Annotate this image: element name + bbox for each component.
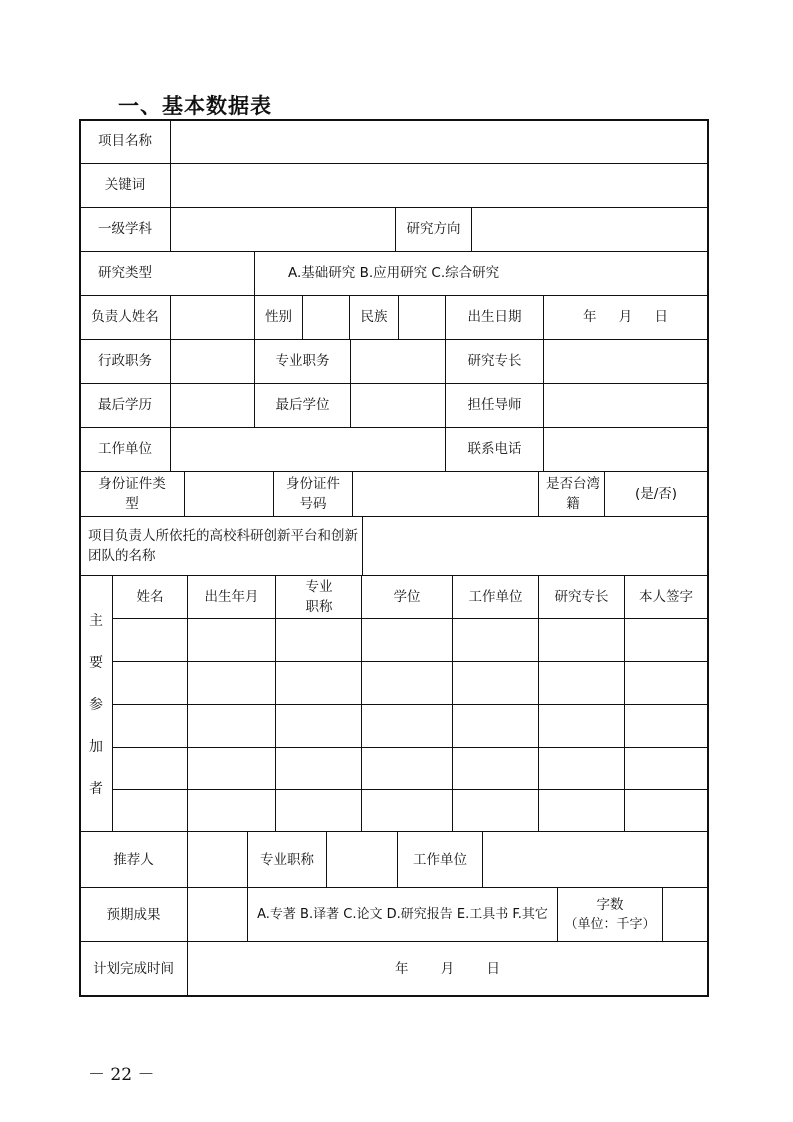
col-line — [254, 251, 255, 295]
primary-subject-field[interactable] — [171, 208, 395, 251]
id-type-label: 身份证件类型 — [98, 476, 166, 512]
recommender-label: 推荐人 — [113, 851, 154, 868]
highest-education-field[interactable] — [171, 384, 254, 427]
page-number: － 22 － — [88, 1065, 155, 1085]
id-number-label: 身份证件号码 — [286, 476, 340, 512]
completion-date-template: 年 月 日 — [394, 960, 501, 977]
recommender-title-label: 专业职称 — [260, 851, 314, 868]
project-name-field[interactable] — [171, 120, 707, 163]
taiwan-question-label: 是否台湾籍 — [546, 476, 600, 512]
professional-position-label: 专业职务 — [275, 353, 330, 369]
gender-field[interactable] — [303, 296, 349, 339]
expected-results-options: A.专著 B.译著 C.论文 D.研究报告 E.工具书 F.其它 — [257, 906, 548, 922]
research-type-field[interactable] — [171, 252, 254, 295]
recommender-field[interactable] — [188, 832, 247, 887]
platform-label: 项目负责人所依托的高校科研创新平台和创新团队的名称 — [88, 528, 358, 564]
birth-date-field[interactable] — [544, 295, 707, 339]
research-specialty-field[interactable] — [544, 340, 707, 383]
word-count-unit: （单位：千字） — [564, 916, 656, 932]
highest-education-label: 最后学历 — [98, 397, 152, 413]
leader-name-field[interactable] — [171, 296, 254, 339]
phone-label: 联系电话 — [467, 441, 522, 457]
work-unit-field[interactable] — [171, 428, 445, 471]
keywords-field[interactable] — [171, 164, 707, 207]
highest-degree-field[interactable] — [351, 384, 445, 427]
completion-date-field[interactable] — [188, 942, 707, 995]
col-line — [273, 471, 274, 516]
table-row[interactable] — [113, 619, 707, 661]
primary-subject-label: 一级学科 — [98, 221, 152, 237]
expected-results-field[interactable] — [188, 888, 247, 941]
birth-date-template: 年 月 日 — [582, 309, 669, 325]
participant-header-birth: 出生年月 — [204, 589, 259, 605]
participant-header-name: 姓名 — [136, 589, 164, 605]
expected-results-label: 预期成果 — [106, 906, 161, 923]
table-border-bottom — [79, 995, 709, 997]
word-count-label — [558, 888, 662, 941]
id-type-field[interactable] — [185, 472, 273, 516]
research-type-options-text: A.基础研究 B.应用研究 C.综合研究 — [288, 265, 500, 281]
professional-position-field[interactable] — [351, 340, 445, 383]
birth-date-label: 出生日期 — [467, 309, 522, 325]
side-char: 者 — [89, 781, 103, 797]
project-name-label: 项目名称 — [98, 133, 152, 149]
taiwan-answer-field[interactable]: (是/否) — [634, 486, 678, 502]
side-char: 加 — [89, 739, 103, 755]
research-direction-label: 研究方向 — [406, 221, 461, 237]
table-row[interactable] — [113, 662, 707, 704]
recommender-unit-field[interactable] — [483, 832, 707, 887]
col-line — [538, 471, 539, 516]
ethnicity-field[interactable] — [399, 296, 445, 339]
side-char: 要 — [89, 655, 103, 671]
page-title: 一、基本数据表 — [118, 94, 272, 118]
research-direction-field[interactable] — [472, 208, 707, 251]
word-count-field[interactable] — [663, 888, 707, 941]
participant-header-unit: 工作单位 — [468, 589, 523, 605]
table-row[interactable] — [113, 748, 707, 789]
supervisor-field[interactable] — [544, 384, 707, 427]
recommender-unit-label: 工作单位 — [413, 851, 467, 868]
participant-header-signature: 本人签字 — [639, 589, 693, 605]
participant-header-title: 专业职称 — [305, 579, 333, 615]
research-type-options — [280, 251, 700, 295]
keywords-label: 关键词 — [104, 177, 146, 193]
table-row[interactable] — [113, 705, 707, 747]
gender-label: 性别 — [265, 309, 292, 325]
work-unit-label: 工作单位 — [98, 441, 152, 457]
table-row[interactable] — [113, 790, 707, 831]
word-count-title: 字数 — [596, 896, 624, 913]
admin-position-field[interactable] — [171, 340, 254, 383]
phone-field[interactable] — [544, 428, 707, 471]
completion-label: 计划完成时间 — [93, 960, 174, 977]
leader-name-label: 负责人姓名 — [91, 309, 159, 325]
platform-field[interactable] — [363, 517, 707, 575]
recommender-title-field[interactable] — [327, 832, 397, 887]
research-type-label: 研究类型 — [98, 265, 152, 281]
side-char: 参 — [89, 697, 103, 713]
ethnicity-label: 民族 — [360, 309, 388, 325]
participants-side-label — [80, 600, 112, 810]
supervisor-label: 担任导师 — [467, 397, 522, 413]
participant-header-degree: 学位 — [393, 589, 421, 605]
admin-position-label: 行政职务 — [98, 353, 152, 369]
participant-header-specialty: 研究专长 — [554, 589, 609, 605]
research-specialty-label: 研究专长 — [467, 353, 522, 369]
id-number-field[interactable] — [353, 472, 538, 516]
highest-degree-label: 最后学位 — [275, 397, 330, 413]
side-char: 主 — [89, 613, 103, 629]
